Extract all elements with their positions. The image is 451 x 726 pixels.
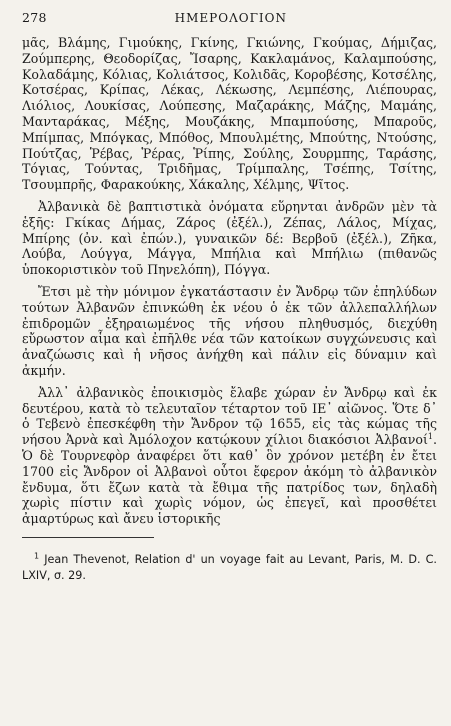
paragraph-second-settlement [22, 385, 437, 527]
footnote-text: Jean Thevenot, Relation d' un voyage fait au Levant, Paris, M. D. C. LXIV, σ. 29. [22, 552, 437, 582]
footnote-marker: 1 [34, 551, 40, 561]
paragraph-surnames: μᾶς, Βλάμης, Γιμούκης, Γκίνης, Γκιώνης, Γκούμας, Δήμιζας, Ζούμπερης, Θεοδορίζας, Ἴσαρης, Κακλαμάνος, Καλαμπούσης, Κολαδάμης, Κόλιας, Κολιάτσος, Κολιδᾶς, Κοροβέσης, Κοτσέλης, Κοτσέρας, Κρίπας, Λέκας, Λέκωσης, Λεμπέσης, Λιέπουρας, Λιόλιος, Λουκίσας, Λούπεσης, Μαζαράκης, Μάζης, Μαμάης, Μανταράκας, Μέξης, Μουζάκης, Μπαμπούσης, Μπαροῦς, Μπίμπας, Μπόγκας, Μπόθος, Μπουλμέτης, Μπούτης, Ντούσης, Πούτζας, Ῥέβας, Ῥέρας, Ῥίπης, Σούλης, Σουρμπης, Ταράσης, Τόγιας, Τούντας, Τριδῆμας, Τρίμπαλης, Τσέπης, Τσίτης, Τσουμπρῆς, Φαρακούκης, Χάκαλης, Χέλμης, Ψῖτος. [22, 35, 437, 193]
page-header [22, 10, 437, 25]
running-title: ΗΜΕΡΟΛΟΓΙΟΝ [174, 11, 287, 25]
paragraph-text-part-2: . Ὁ δὲ Τουρνεφὸρ ἀναφέρει ὅτι καθ᾽ ὃν χρόνον μετέβη ἐν ἔτει 1700 εἰς Ἄνδρον οἱ Ἀλβανοὶ οὗτοι ἔφερον ἀκόμη τὸ ἀλβανικὸν ἔνδυμα, ὅτι ἔζων κατὰ τὰ ἔθιμα τῆς πατρίδος των, δηλαδὴ χωρὶς πίστιν καὶ χωρὶς νόμον, ὡς ἐπεγεῖ, καὶ προσθέτει ἀμαρτύρως καὶ ἄνευ ἱστορικῆς [22, 432, 437, 527]
footnote-reference[interactable]: 1 [427, 431, 433, 441]
footnote-divider [22, 537, 154, 538]
paragraph-text-part-1: Ἀλλ᾽ ἀλβανικὸς ἐποικισμὸς ἔλαβε χώραν ἐν Ἄνδρῳ καὶ ἐκ δευτέρου, κατὰ τὸ τελευταῖον τέταρτον τοῦ ΙΕ᾽ αἰῶνος. Ὅτε δ᾽ ὁ Τεβενὸ ἐπεσκέφθη τὴν Ἄνδρον τῷ 1655, εἰς τὰς κώμας τῆς νήσου Ἀρνὰ καὶ Ἀμόλοχον κατῴκουν χίλιοι διακόσιοι Ἀλβανοί [22, 384, 437, 448]
main-text [22, 35, 437, 527]
page-number: 278 [22, 10, 47, 25]
paragraph-settlement: Ἔτσι μὲ τὴν μόνιμον ἐγκατάστασιν ἐν Ἄνδρῳ τῶν ἐπηλύδων τούτων Ἀλβανῶν ἐπινκώθη ἐκ νέου ὁ ἐκ τῶν ἀλλεπαλλήλων ἐπιδρομῶν ἐξηραιωμένος τῆς νήσου πληθυσμός, διεχύθη εὔρωστον αἷμα καὶ ἐπῆλθε νέα τῶν κατοίκων συγχώνευσις καὶ ἀναζώωσις καὶ ἡ νῆσος ἀνήχθη καὶ πάλιν εἰς δύναμιν καὶ ἀκμήν. [22, 283, 437, 378]
paragraph-baptismal-names: Ἀλβανικὰ δὲ βαπτιστικὰ ὀνόματα εὕρηνται ἀνδρῶν μὲν τὰ ἑξῆς: Γκίκας Δήμας, Ζάρος (ἐξέλ.), Ζέπας, Λάλος, Μίχας, Μπίρης (ὀν. καὶ ἐπών.), γυναικῶν δέ: Βερβοῦ (ἐξέλ.), Ζῆκα, Λούβα, Λούγγα, Μάγγα, Μπήλια καὶ Μπήλιω (πιθανῶς ὑποκοριστικὸν τοῦ Πηνελόπη), Πόγγα. [22, 198, 437, 278]
footnote [22, 552, 437, 584]
